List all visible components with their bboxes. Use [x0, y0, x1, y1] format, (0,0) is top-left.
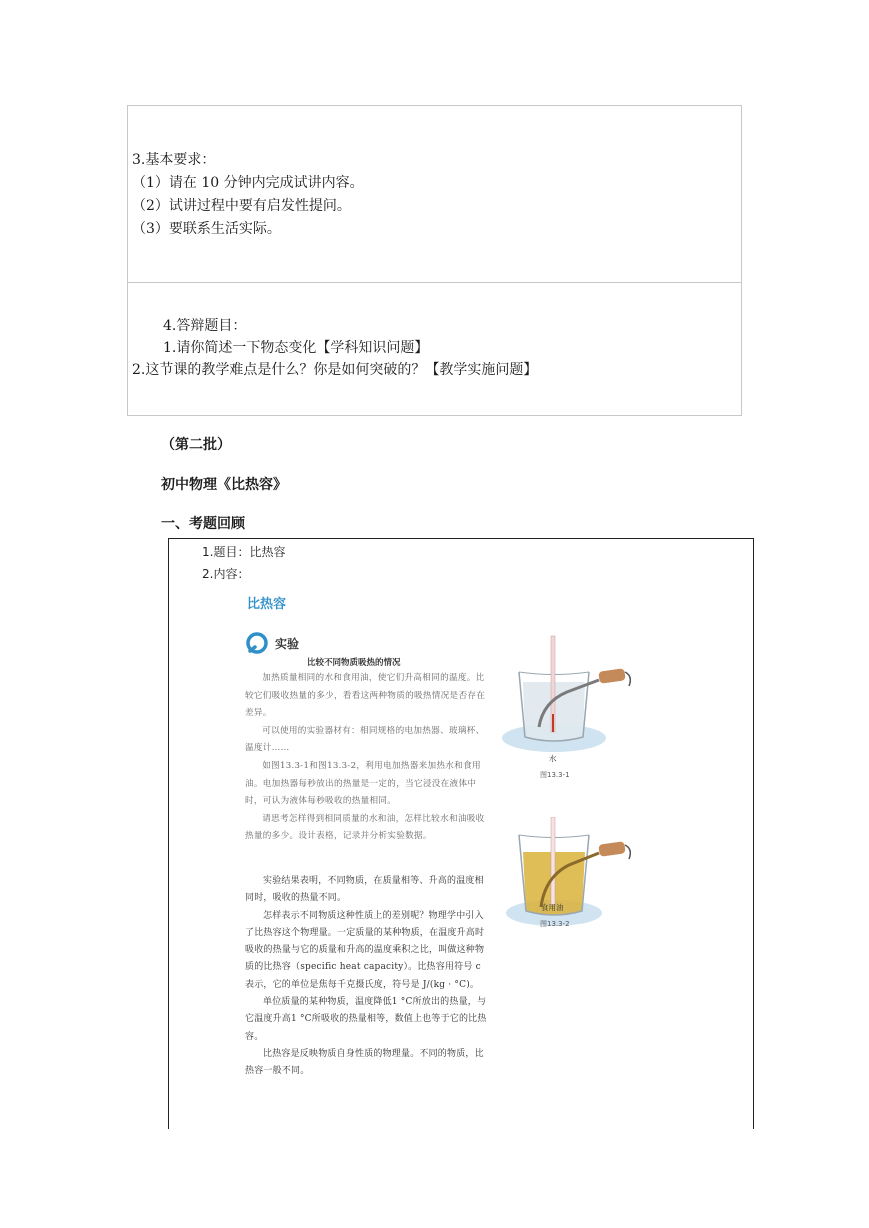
section-heading: 一、考题回顾	[161, 516, 245, 532]
figure1-number: 图13.3-1	[540, 771, 570, 779]
requirement-item-2: （2）试讲过程中要有启发性提问。	[132, 198, 351, 214]
defense-box	[127, 281, 742, 416]
oil-beaker-figure	[499, 817, 639, 927]
experiment-badge-icon	[246, 632, 268, 654]
figure2-label: 食用油	[541, 903, 564, 912]
body-paragraph-3: 单位质量的某种物质，温度降低1 °C所放出的热量，与它温度升高1 °C所吸收的热量相等，数值上也等于它的比热容。	[245, 997, 487, 1042]
exam-topic-label: 1.题目：比热容	[202, 545, 286, 559]
body-paragraph-2: 怎样表示不同物质这种性质上的差别呢？物理学中引入了比热容这个物理量。一定质量的某种物质，在温度升高时吸收的热量与它的质量和升高的温度乘积之比，叫做这种物质的比热容（specific heat capacity）。比热容用符号 c 表示，它的单位是焦每千克摄氏度，符号是 J/(kg · °C)。	[245, 910, 485, 990]
experiment-paragraph-1: 加热质量相同的水和食用油，使它们升高相同的温度。比较它们吸收热量的多少，看看这两种物质的吸热情况是否存在差异。	[245, 673, 486, 719]
requirement-item-1: （1）请在 10 分钟内完成试讲内容。	[132, 175, 364, 191]
body-paragraph-1: 实验结果表明，不同物质，在质量相等、升高的温度相同时，吸收的热量不同。	[245, 876, 484, 904]
requirements-box	[127, 105, 742, 283]
figure1-label: 水	[549, 754, 557, 763]
experiment-paragraph-4: 请思考怎样得到相同质量的水和油，怎样比较水和油吸收热量的多少。设计表格，记录并分析实验数据。	[245, 813, 485, 842]
exam-content-label: 2.内容：	[202, 567, 250, 581]
body-paragraph-4: 比热容是反映物质自身性质的物理量。不同的物质，比热容一般不同。	[245, 1048, 484, 1077]
water-beaker-figure	[499, 632, 639, 752]
experiment-badge-label: 实验	[275, 637, 300, 651]
experiment-text	[245, 670, 490, 846]
experiment-paragraph-3: 如图13.3-1和图13.3-2，利用电加热器来加热水和食用油。电加热器每秒放出的热量是一定的，当它浸没在液体中时，可认为液体每秒吸收的热量相同。	[245, 760, 481, 807]
defense-title: 4.答辩题目：	[163, 318, 247, 334]
lesson-title: 初中物理《比热容》	[161, 477, 287, 493]
exam-frame	[168, 538, 754, 1129]
defense-question-1: 1.请你简述一下物态变化【学科知识问题】	[163, 340, 429, 356]
defense-question-2: 2.这节课的教学难点是什么？你是如何突破的？【教学实施问题】	[132, 362, 538, 378]
textbook-section-title: 比热容	[247, 597, 287, 612]
figure2-number: 图13.3-2	[540, 920, 570, 928]
experiment-paragraph-2: 可以使用的实验器材有：相同规格的电加热器、玻璃杯、温度计……	[245, 725, 485, 754]
requirements-title: 3.基本要求：	[132, 152, 216, 168]
batch-label: （第二批）	[161, 437, 231, 453]
experiment-subtitle: 比较不同物质吸热的情况	[307, 658, 401, 668]
requirement-item-3: （3）要联系生活实际。	[132, 221, 281, 237]
body-text	[245, 873, 490, 1081]
